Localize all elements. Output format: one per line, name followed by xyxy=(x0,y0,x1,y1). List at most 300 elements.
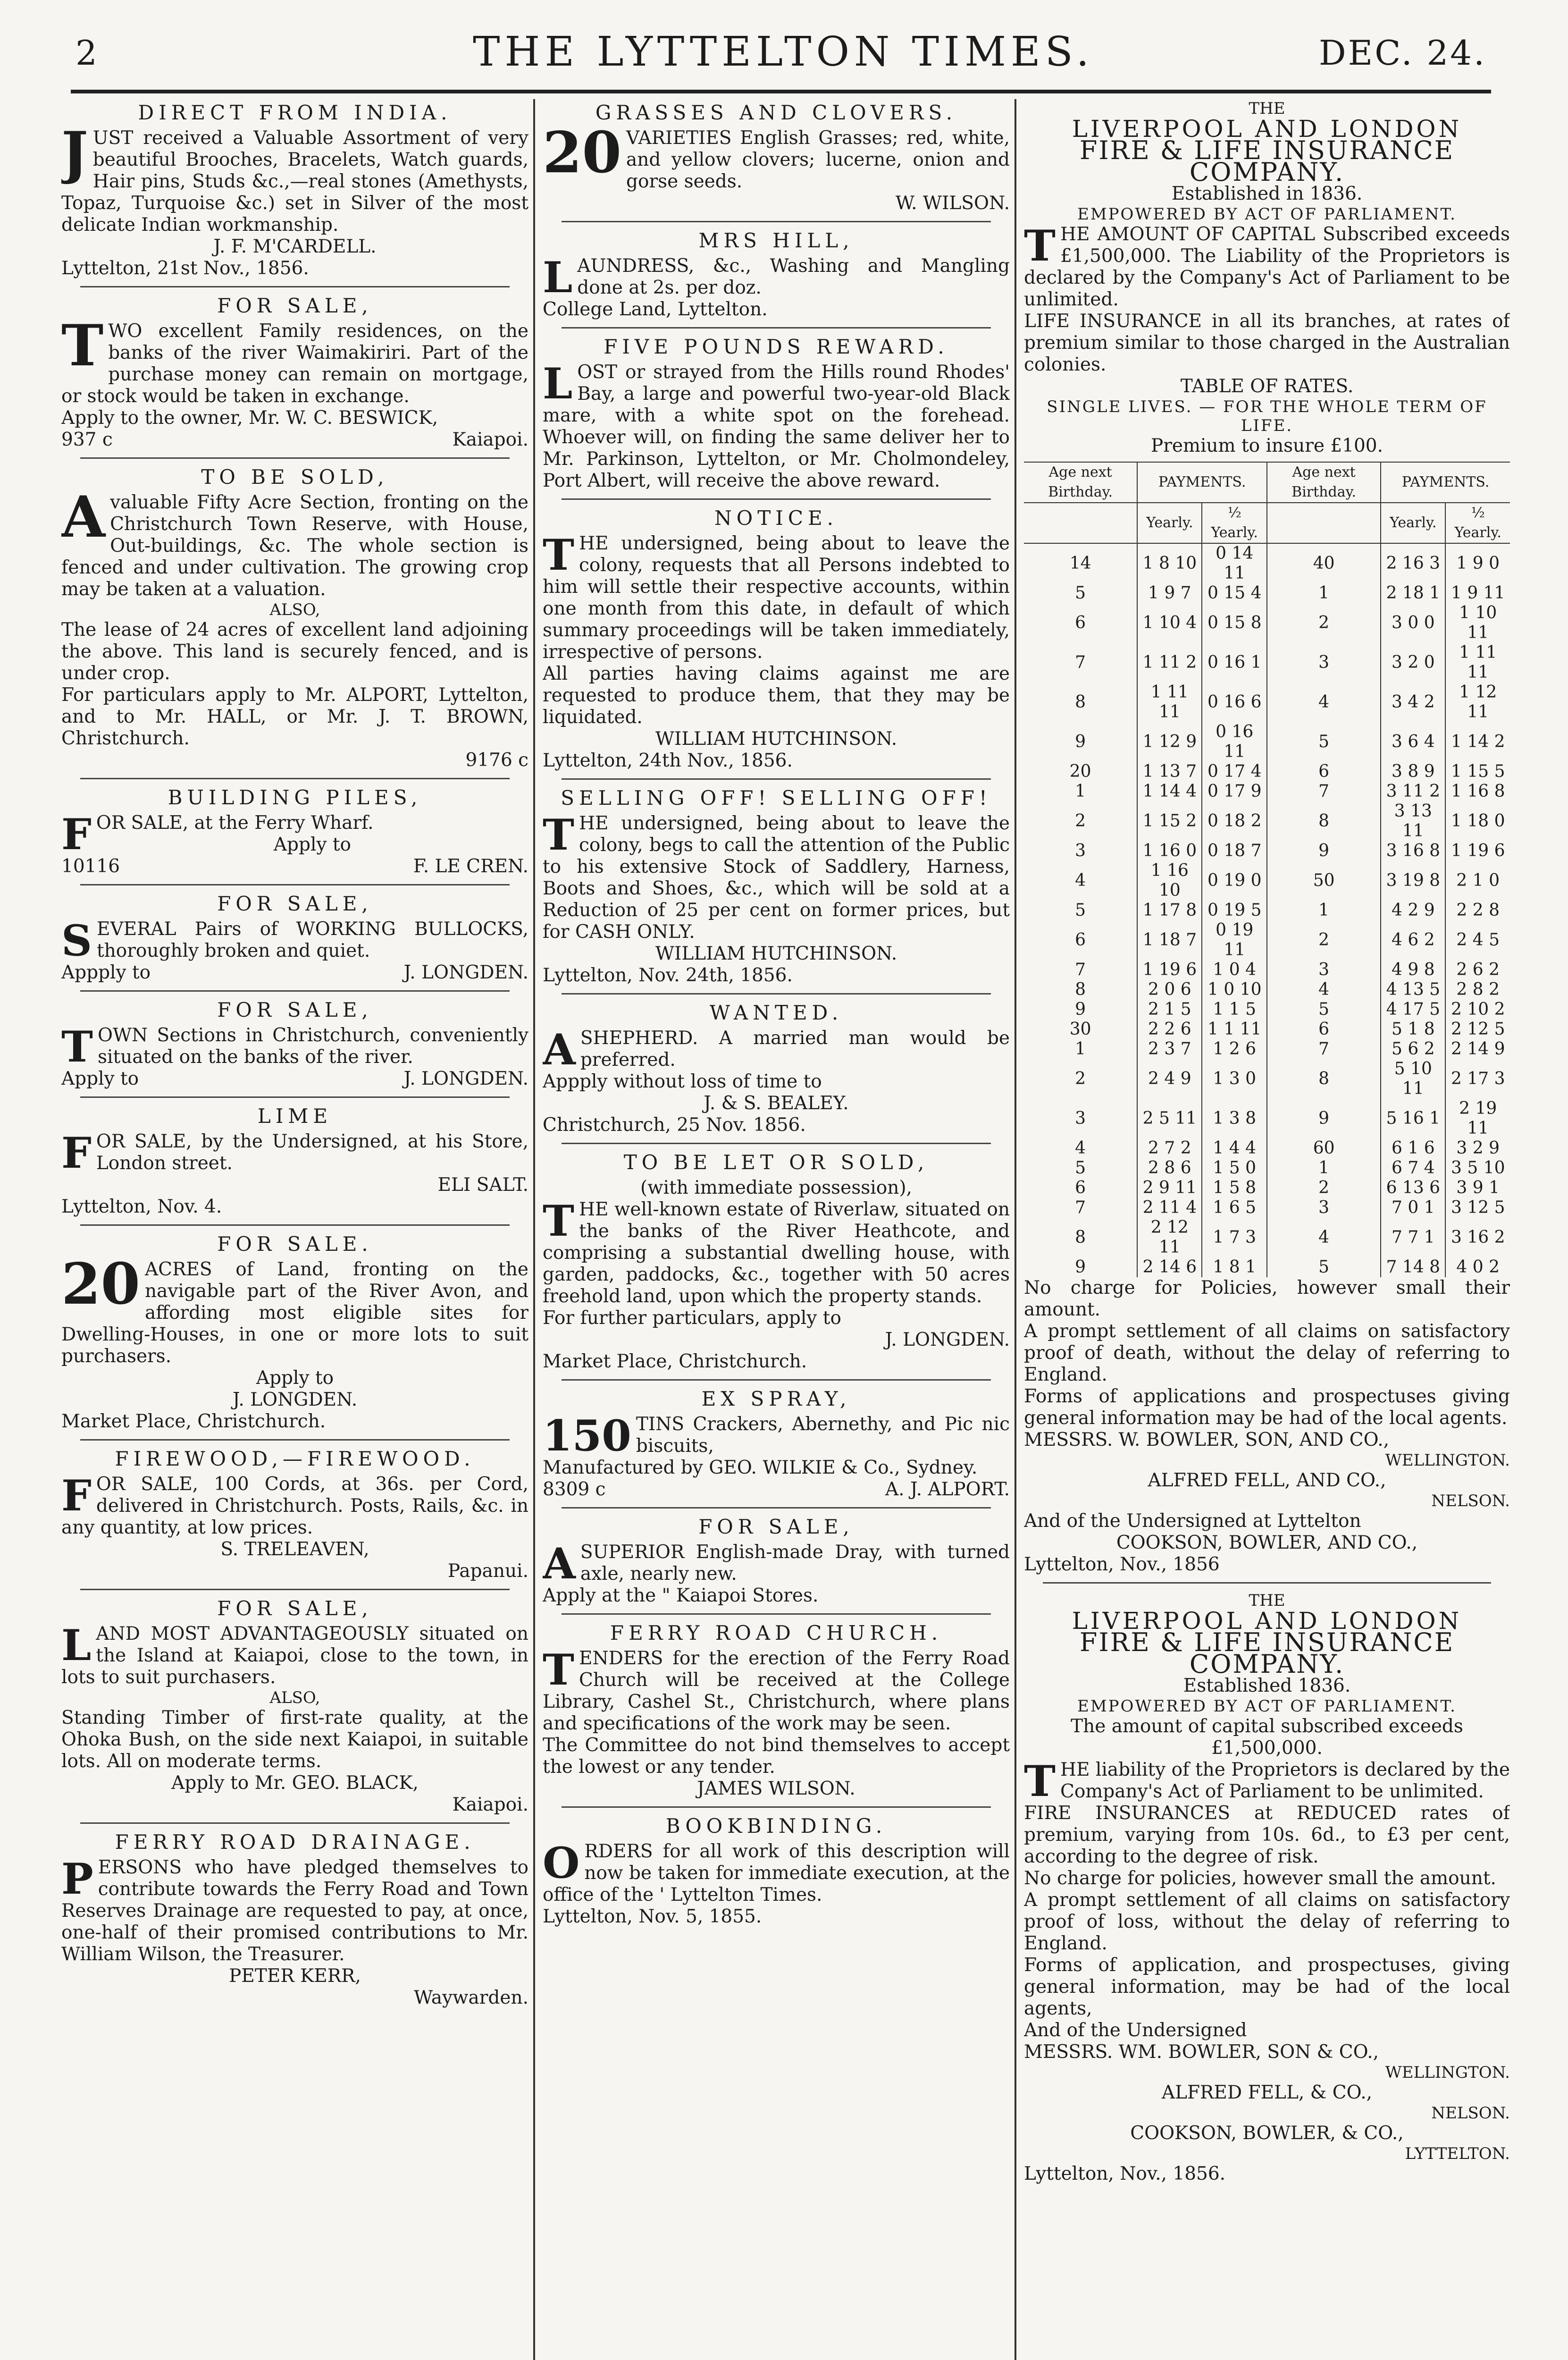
drop-cap: T xyxy=(543,810,574,860)
table-cell: 6 xyxy=(1075,1178,1086,1197)
table-cell: 2 6 2 xyxy=(1445,960,1510,980)
separator xyxy=(80,1224,510,1226)
table-cell: 4 xyxy=(1075,871,1086,890)
table-cell: 2 xyxy=(1075,1069,1086,1088)
separator xyxy=(80,990,510,992)
table-row xyxy=(1024,1158,1510,1178)
table-cell: 4 xyxy=(1267,1218,1381,1257)
advert-signature: J. LONGDEN. xyxy=(403,962,528,983)
advert-heading: SELLING OFF! SELLING OFF! xyxy=(561,786,992,809)
advert-footer: Lyttelton, Nov. 4. xyxy=(61,1196,222,1217)
advert-footer: Market Place, Christchurch. xyxy=(61,1411,326,1432)
table-cell: 1 12 11 xyxy=(1445,683,1510,722)
insurance-amount: £1,500,000. xyxy=(1211,1737,1323,1759)
advert-body: ERSONS who have pledged themselves to contribute towards the Ferry Road and Town Reserves Drainage are requested to pay, at once, one-half of their promised contributions to Mr. William Wilson, the Treasurer. xyxy=(61,1857,528,1965)
table-cell: 5 xyxy=(1075,583,1086,603)
separator xyxy=(562,498,991,500)
table-cell: 0 18 2 xyxy=(1202,801,1267,841)
table-cell: 6 13 6 xyxy=(1381,1178,1445,1198)
agent-2: ALFRED FELL, & CO., xyxy=(1161,2082,1373,2103)
advert-mrs-hill xyxy=(543,230,1010,320)
advert-building-piles xyxy=(61,787,528,877)
advert-signature: ELI SALT. xyxy=(437,1174,528,1196)
agent-2: ALFRED FELL, AND CO., xyxy=(1148,1470,1386,1491)
insurance-body-5: Forms of application, and prospectuses, giving general information, may be had of the local agents, xyxy=(1024,1955,1510,2019)
advert-heading: FOR SALE, xyxy=(217,998,373,1021)
advert-wanted xyxy=(543,1002,1010,1136)
table-cell: 9 xyxy=(1075,1000,1086,1019)
advert-bullocks xyxy=(61,893,528,984)
advert-notice xyxy=(543,507,1010,772)
advert-signature: JAMES WILSON. xyxy=(697,1778,855,1799)
table-cell: 3 8 9 xyxy=(1381,762,1445,782)
advert-code: 10116 xyxy=(61,856,120,877)
advert-apply: Apply to the owner, Mr. W. C. BESWICK, xyxy=(61,407,438,429)
table-header-half-yearly: ½ Yearly. xyxy=(1445,503,1510,543)
advert-reward xyxy=(543,336,1010,492)
table-cell: 0 16 1 xyxy=(1202,643,1267,683)
table-cell: 1 14 4 xyxy=(1137,782,1202,801)
table-cell: 5 xyxy=(1075,901,1086,920)
table-cell: 1 9 7 xyxy=(1137,583,1202,603)
drop-cap: T xyxy=(543,1645,574,1695)
table-cell: 1 16 10 xyxy=(1137,861,1202,901)
table-cell: 2 16 3 xyxy=(1381,543,1445,583)
advert-lime xyxy=(61,1105,528,1218)
table-cell: 6 xyxy=(1075,930,1086,950)
table-cell: 1 xyxy=(1267,1158,1381,1178)
advert-heading: FOR SALE, xyxy=(698,1515,854,1538)
advert-heading: LIME xyxy=(257,1104,333,1128)
table-cell: 8 xyxy=(1075,1228,1086,1247)
drop-cap: L xyxy=(61,1620,92,1670)
insurance-title: LIVERPOOL AND LONDON xyxy=(1072,1607,1462,1635)
table-cell: 6 7 4 xyxy=(1381,1158,1445,1178)
table-cell: 3 6 4 xyxy=(1381,722,1445,762)
advert-for-sale-residences xyxy=(61,295,528,451)
table-cell: 8 xyxy=(1267,801,1381,841)
header-rule xyxy=(71,90,1491,93)
separator xyxy=(80,1822,510,1824)
agent-3: COOKSON, BOWLER, & CO., xyxy=(1130,2123,1404,2144)
advert-twenty-acres xyxy=(61,1233,528,1433)
advert-footer: Apply at the " Kaiapoi Stores. xyxy=(543,1585,819,1606)
drop-cap: S xyxy=(61,916,92,966)
advert-footer: Christchurch, 25 Nov. 1856. xyxy=(543,1114,806,1136)
table-cell: 3 xyxy=(1267,643,1381,683)
table-cell: 1 11 11 xyxy=(1137,683,1202,722)
advert-insurance-life xyxy=(1024,99,1510,1576)
insurance-body-2: LIFE INSURANCE in all its branches, at rates of premium similar to those charged in the Australian colonies. xyxy=(1024,311,1510,375)
separator xyxy=(562,1613,991,1615)
table-row xyxy=(1024,782,1510,801)
table-cell: 1 8 10 xyxy=(1137,543,1202,583)
table-cell: 8 xyxy=(1075,980,1086,999)
table-header-yearly: Yearly. xyxy=(1381,503,1445,543)
table-cell: 5 xyxy=(1267,722,1381,762)
separator xyxy=(562,327,991,329)
table-cell: 1 11 11 xyxy=(1445,643,1510,683)
advert-signature: WILLIAM HUTCHINSON. xyxy=(655,728,897,750)
table-cell: 1 xyxy=(1267,901,1381,920)
advert-signature: Apply to Mr. GEO. BLACK, xyxy=(171,1772,419,1794)
advert-bookbinding xyxy=(543,1815,1010,1928)
table-cell: 1 3 0 xyxy=(1202,1059,1267,1099)
table-cell: 1 10 11 xyxy=(1445,603,1510,643)
table-cell: 7 xyxy=(1267,1039,1381,1059)
advert-to-be-let xyxy=(543,1152,1010,1373)
separator xyxy=(562,993,991,995)
agent-3-intro: And of the Undersigned at Lyttelton xyxy=(1024,1510,1361,1532)
table-cell: 2 2 8 xyxy=(1445,901,1510,920)
drop-cap: A xyxy=(61,484,106,550)
table-cell: 7 7 1 xyxy=(1381,1218,1445,1257)
advert-apply: Appply to xyxy=(61,962,151,983)
drop-cap: A xyxy=(543,1025,576,1075)
table-cell: 2 10 2 xyxy=(1445,1000,1510,1020)
separator xyxy=(80,778,510,779)
table-cell: 1 xyxy=(1075,782,1086,801)
drop-cap: F xyxy=(61,809,92,860)
table-cell: 3 xyxy=(1267,960,1381,980)
table-cell: 5 6 2 xyxy=(1381,1039,1445,1059)
separator xyxy=(562,1507,991,1509)
advert-title: Waywarden. xyxy=(414,1987,528,2008)
table-row xyxy=(1024,1099,1510,1138)
table-row xyxy=(1024,1020,1510,1039)
table-row xyxy=(1024,960,1510,980)
advert-footer: Lyttelton, Nov. 5, 1855. xyxy=(543,1906,762,1927)
drop-cap: 20 xyxy=(543,119,621,186)
separator xyxy=(562,1143,991,1144)
table-cell: 7 xyxy=(1267,782,1381,801)
column-middle xyxy=(543,99,1010,2360)
table-cell: 2 11 4 xyxy=(1137,1198,1202,1218)
separator xyxy=(80,1096,510,1098)
table-cell: 0 17 4 xyxy=(1202,762,1267,782)
table-cell: 2 8 2 xyxy=(1445,980,1510,1000)
advert-direct-from-india xyxy=(61,102,528,279)
table-cell: 3 2 9 xyxy=(1445,1138,1510,1158)
insurance-the: THE xyxy=(1249,1591,1285,1610)
table-cell: 0 15 4 xyxy=(1202,583,1267,603)
table-row xyxy=(1024,583,1510,603)
table-cell: 6 xyxy=(1075,613,1086,632)
drop-cap: T xyxy=(61,312,104,379)
insurance-body-2: FIRE INSURANCES at REDUCED rates of premium, varying from 10s. 6d., to £3 per cent, according to the degree of risk. xyxy=(1024,1803,1510,1867)
insurance-empowered: EMPOWERED BY ACT OF PARLIAMENT. xyxy=(1077,205,1457,224)
advert-body: HE undersigned, being about to leave the colony, requests that all Persons indebted to him will settle their respective accounts, within one month from this date, in default of which summary proceedings will be taken immediately, irrespective of persons. xyxy=(543,533,1010,663)
table-cell: 60 xyxy=(1267,1138,1381,1158)
table-cell: 7 xyxy=(1075,653,1086,672)
rates-table xyxy=(1024,462,1510,1277)
advert-body-3: For particulars apply to Mr. ALPORT, Lyttelton, and to Mr. HALL, or Mr. J. T. BROWN, Christchurch. xyxy=(61,684,528,749)
table-cell: 1 7 3 xyxy=(1202,1218,1267,1257)
table-cell: 5 1 8 xyxy=(1381,1020,1445,1039)
advert-body: HE well-known estate of Riverlaw, situated on the banks of the River Heathcote, and comprising a substantial dwelling house, with garden, paddocks, &c., together with 50 acres freehold land, upon which the property stands. xyxy=(543,1199,1010,1307)
table-cell: 2 4 5 xyxy=(1445,920,1510,960)
drop-cap: O xyxy=(543,1838,580,1888)
separator xyxy=(80,1589,510,1590)
drop-cap: T xyxy=(543,1196,574,1246)
table-cell: 2 xyxy=(1267,603,1381,643)
issue-date: DEC. 24. xyxy=(1318,33,1486,73)
advert-code: 937 c xyxy=(61,429,113,450)
drop-cap: T xyxy=(1024,1756,1056,1806)
advert-body: AUNDRESS, &c., Washing and Mangling done at 2s. per doz. xyxy=(577,255,1010,298)
advert-also: ALSO, xyxy=(269,1688,320,1707)
insurance-the: THE xyxy=(1249,99,1285,118)
drop-cap: L xyxy=(543,253,573,303)
table-cell: 1 3 8 xyxy=(1202,1099,1267,1138)
table-cell: 0 17 9 xyxy=(1202,782,1267,801)
table-header-age: Age next Birthday. xyxy=(1024,462,1137,503)
table-cell: 1 19 6 xyxy=(1137,960,1202,980)
advert-body-2: The lease of 24 acres of excellent land adjoining the above. This land is securely fenced, and is under crop. xyxy=(61,619,528,684)
advert-code: 9176 c xyxy=(465,750,528,771)
advert-land-kaiapoi xyxy=(61,1598,528,1816)
column-left xyxy=(61,99,528,2360)
table-cell: 3 19 8 xyxy=(1381,861,1445,901)
table-cell: 0 19 11 xyxy=(1202,920,1267,960)
advert-body-2: For further particulars, apply to xyxy=(543,1307,841,1329)
advert-heading: WANTED. xyxy=(709,1001,843,1024)
table-cell: 1 16 8 xyxy=(1445,782,1510,801)
advert-body-2: The Committee do not bind themselves to accept the lowest or any tender. xyxy=(543,1735,1010,1778)
advert-grasses xyxy=(543,102,1010,214)
advert-code: 8309 c xyxy=(543,1479,606,1500)
table-row xyxy=(1024,1178,1510,1198)
table-cell: 7 14 8 xyxy=(1381,1257,1445,1277)
advert-body: HE undersigned, being about to leave the colony, begs to call the attention of the Public to his extensive Stock of Saddlery, Harness, Boots and Shoes, &c., which will be sold at a Reduction of 25 per cent on former prices, but for CASH ONLY. xyxy=(543,813,1010,943)
advert-body: ENDERS for the erection of the Ferry Road Church will be received at the College Library, Cashel St., Christchurch, where plans and specifications of the work may be seen. xyxy=(543,1648,1010,1734)
advert-heading: NOTICE. xyxy=(714,506,838,530)
table-cell: 3 11 2 xyxy=(1381,782,1445,801)
table-cell: 3 2 0 xyxy=(1381,643,1445,683)
advert-body: OR SALE, 100 Cords, at 36s. per Cord, delivered in Christchurch. Posts, Rails, &c. in any quantity, at low prices. xyxy=(61,1474,528,1538)
table-cell: 1 18 7 xyxy=(1137,920,1202,960)
advert-footer: Lyttelton, 21st Nov., 1856. xyxy=(61,258,309,279)
advert-body: OR SALE, by the Undersigned, at his Store, London street. xyxy=(96,1131,528,1174)
table-cell: 1 9 0 xyxy=(1445,543,1510,583)
table-cell: 1 9 11 xyxy=(1445,583,1510,603)
table-cell: 1 14 2 xyxy=(1445,722,1510,762)
advert-body: AND MOST ADVANTAGEOUSLY situated on the Island at Kaiapoi, close to the town, in lots to suit purchasers. xyxy=(61,1623,528,1688)
advert-place: Kaiapoi. xyxy=(452,429,528,450)
advert-heading: TO BE LET OR SOLD, xyxy=(623,1151,929,1174)
advert-apply: Apply to xyxy=(273,834,352,855)
separator xyxy=(562,778,991,780)
insurance-subtitle: FIRE & LIFE INSURANCE COMPANY. xyxy=(1079,135,1455,187)
drop-cap: J xyxy=(61,119,88,186)
table-cell: 2 12 11 xyxy=(1137,1218,1202,1257)
advert-heading: FERRY ROAD DRAINAGE. xyxy=(115,1830,475,1854)
table-cell: 2 1 0 xyxy=(1445,861,1510,901)
advert-heading: BOOKBINDING. xyxy=(665,1814,887,1837)
table-cell: 5 xyxy=(1267,1000,1381,1020)
table-cell: 6 xyxy=(1267,762,1381,782)
advert-signature: J. LONGDEN. xyxy=(403,1068,528,1089)
advert-heading: MRS HILL, xyxy=(698,229,854,252)
table-cell: 1 17 8 xyxy=(1137,901,1202,920)
advert-body: OR SALE, at the Ferry Wharf. xyxy=(96,812,374,834)
table-cell: 2 12 5 xyxy=(1445,1020,1510,1039)
masthead xyxy=(75,28,1491,85)
drop-cap: A xyxy=(543,1539,576,1589)
table-cell: 1 5 0 xyxy=(1202,1158,1267,1178)
advert-body: SUPERIOR English-made Dray, with turned axle, nearly new. xyxy=(580,1542,1010,1585)
newspaper-title: THE LYTTELTON TIMES. xyxy=(473,28,1094,76)
advert-town-sections xyxy=(61,999,528,1090)
table-cell: 1 4 4 xyxy=(1202,1138,1267,1158)
table-cell: 6 1 6 xyxy=(1381,1138,1445,1158)
advert-heading: FOR SALE, xyxy=(217,1597,373,1620)
drop-cap: T xyxy=(543,530,574,580)
advert-heading: FIVE POUNDS REWARD. xyxy=(604,335,949,358)
table-cell: 1 1 5 xyxy=(1202,1000,1267,1020)
separator xyxy=(80,1439,510,1441)
separator xyxy=(80,457,510,459)
insurance-title: LIVERPOOL AND LONDON xyxy=(1072,115,1462,143)
table-subtitle: SINGLE LIVES. — FOR THE WHOLE TERM OF LIFE. xyxy=(1047,397,1487,435)
drop-cap: P xyxy=(61,1854,93,1904)
table-cell: 4 xyxy=(1267,980,1381,1000)
advert-heading: FOR SALE, xyxy=(217,294,373,317)
table-row xyxy=(1024,603,1510,643)
advert-signature: PETER KERR, xyxy=(229,1965,361,1987)
table-row xyxy=(1024,543,1510,583)
table-cell: 1 6 5 xyxy=(1202,1198,1267,1218)
table-cell: 3 13 11 xyxy=(1381,801,1445,841)
table-row xyxy=(1024,683,1510,722)
table-cell: 3 0 0 xyxy=(1381,603,1445,643)
table-cell: 3 9 1 xyxy=(1445,1178,1510,1198)
advert-footer: College Land, Lyttelton. xyxy=(543,299,768,320)
table-cell: 1 2 6 xyxy=(1202,1039,1267,1059)
rates-body xyxy=(1024,543,1510,1277)
advert-body: RDERS for all work of this description will now be taken for immediate execution, at the office of the ' Lyttelton Times. xyxy=(543,1841,1010,1905)
table-row xyxy=(1024,1059,1510,1099)
table-header-age: Age next Birthday. xyxy=(1267,462,1381,503)
insurance-intro: And of the Undersigned xyxy=(1024,2020,1247,2041)
table-cell: 1 xyxy=(1075,1039,1086,1059)
advert-body: OST or strayed from the Hills round Rhodes' Bay, a large and powerful two-year-old Black mare, with a white spot on the forehead. Whoever will, on finding the same deliver her to Mr. Parkinson, Lyttelton, or Mr. Cholmondeley, Port Albert, will receive the above reward. xyxy=(543,362,1010,491)
table-cell: 2 19 11 xyxy=(1445,1099,1510,1138)
table-cell: 1 0 10 xyxy=(1202,980,1267,1000)
advert-footer: Lyttelton, Nov., 1856 xyxy=(1024,1554,1220,1575)
drop-cap: L xyxy=(543,359,573,409)
table-row xyxy=(1024,1138,1510,1158)
table-cell: 1 xyxy=(1267,583,1381,603)
table-cell: 2 xyxy=(1267,1178,1381,1198)
advert-signature: W. WILSON. xyxy=(895,193,1010,214)
table-cell: 7 xyxy=(1075,960,1086,979)
agent-3-place: LYTTELTON. xyxy=(1405,2144,1510,2163)
table-cell: 1 8 1 xyxy=(1202,1257,1267,1277)
table-row xyxy=(1024,643,1510,683)
table-cell: 2 14 6 xyxy=(1137,1257,1202,1277)
table-cell: 4 6 2 xyxy=(1381,920,1445,960)
insurance-note-2: A prompt settlement of all claims on satisfactory proof of death, without the delay of referring to England. xyxy=(1024,1321,1510,1385)
table-cell: 3 xyxy=(1075,841,1086,860)
table-cell: 9 xyxy=(1075,732,1086,751)
table-cell: 1 5 8 xyxy=(1202,1178,1267,1198)
advert-body: SHEPHERD. A married man would be preferred. xyxy=(580,1028,1010,1070)
separator xyxy=(562,1379,991,1381)
table-cell: 0 14 11 xyxy=(1202,543,1267,583)
table-cell: 50 xyxy=(1267,861,1381,901)
table-header-payments: PAYMENTS. xyxy=(1137,462,1267,503)
table-cell: 1 18 0 xyxy=(1445,801,1510,841)
advert-heading: DIRECT FROM INDIA. xyxy=(138,101,452,124)
table-cell: 1 16 0 xyxy=(1137,841,1202,861)
table-cell: 2 9 11 xyxy=(1137,1178,1202,1198)
insurance-note-1: No charge for Policies, however small their amount. xyxy=(1024,1277,1510,1320)
agent-1: MESSRS. W. BOWLER, SON, AND CO., xyxy=(1024,1429,1390,1450)
advert-signature: S. TRELEAVEN, xyxy=(220,1539,369,1560)
insurance-note-3: Forms of applications and prospectuses giving general information may be had of the local agents. xyxy=(1024,1386,1510,1429)
table-row xyxy=(1024,1257,1510,1277)
insurance-body-4: A prompt settlement of all claims on satisfactory proof of loss, without the delay of referring to England. xyxy=(1024,1889,1510,1954)
advert-signature: J. LONGDEN. xyxy=(885,1329,1010,1350)
advert-footer: Lyttelton, Nov. 24th, 1856. xyxy=(543,965,793,986)
table-cell: 4 0 2 xyxy=(1445,1257,1510,1277)
table-cell: 0 16 11 xyxy=(1202,722,1267,762)
drop-cap: T xyxy=(1024,221,1056,271)
table-cell: 3 16 8 xyxy=(1381,841,1445,861)
table-cell: 2 17 3 xyxy=(1445,1059,1510,1099)
table-cell: 14 xyxy=(1069,554,1091,573)
table-cell: 20 xyxy=(1069,762,1091,781)
drop-cap: 20 xyxy=(61,1251,140,1317)
table-cell: 0 19 0 xyxy=(1202,861,1267,901)
table-cell: 1 15 5 xyxy=(1445,762,1510,782)
table-cell: 2 xyxy=(1267,920,1381,960)
agent-3: COOKSON, BOWLER, AND CO., xyxy=(1116,1532,1418,1553)
advert-body-2: Manufactured by GEO. WILKIE & Co., Sydney. xyxy=(543,1457,978,1478)
advert-subheading: (with immediate possession), xyxy=(640,1177,912,1198)
table-cell: 1 0 4 xyxy=(1202,960,1267,980)
table-title: TABLE OF RATES. xyxy=(1180,376,1354,397)
table-row xyxy=(1024,1000,1510,1020)
table-cell: 2 xyxy=(1075,811,1086,831)
agent-1: MESSRS. WM. BOWLER, SON & CO., xyxy=(1024,2041,1379,2063)
table-cell: 8 xyxy=(1075,692,1086,712)
drop-cap: 150 xyxy=(543,1411,631,1461)
advert-selling-off xyxy=(543,787,1010,986)
table-cell: 1 12 9 xyxy=(1137,722,1202,762)
advert-body: ACRES of Land, fronting on the navigable part of the River Avon, and affording most eligible sites for Dwelling-Houses, in one or more lots to suit purchasers. xyxy=(61,1259,528,1367)
table-cell: 3 16 2 xyxy=(1445,1218,1510,1257)
advert-heading: TO BE SOLD, xyxy=(201,465,389,489)
advert-signature: WILLIAM HUTCHINSON. xyxy=(655,943,897,964)
advert-place: Papanui. xyxy=(447,1560,528,1582)
insurance-body: HE liability of the Proprietors is declared by the Company's Act of Parliament to be unlimited. xyxy=(1060,1759,1510,1802)
advert-signature: J. LONGDEN. xyxy=(232,1389,358,1410)
table-cell: 3 5 10 xyxy=(1445,1158,1510,1178)
table-cell: 2 0 6 xyxy=(1137,980,1202,1000)
insurance-established: Established in 1836. xyxy=(1171,183,1363,204)
advert-heading: FOR SALE. xyxy=(217,1232,373,1256)
insurance-subtitle: FIRE & LIFE INSURANCE COMPANY. xyxy=(1079,1627,1455,1679)
table-row xyxy=(1024,920,1510,960)
advert-footer: Lyttelton, Nov., 1856. xyxy=(1024,2163,1226,2184)
advert-body: EVERAL Pairs of WORKING BULLOCKS, thoroughly broken and quiet. xyxy=(97,919,528,961)
advert-body-2: All parties having claims against me are requested to produce them, that they may be liquidated. xyxy=(543,663,1010,728)
table-cell: 9 xyxy=(1267,841,1381,861)
advert-apply: Appply without loss of time to xyxy=(543,1071,822,1092)
table-cell: 7 xyxy=(1075,1198,1086,1217)
